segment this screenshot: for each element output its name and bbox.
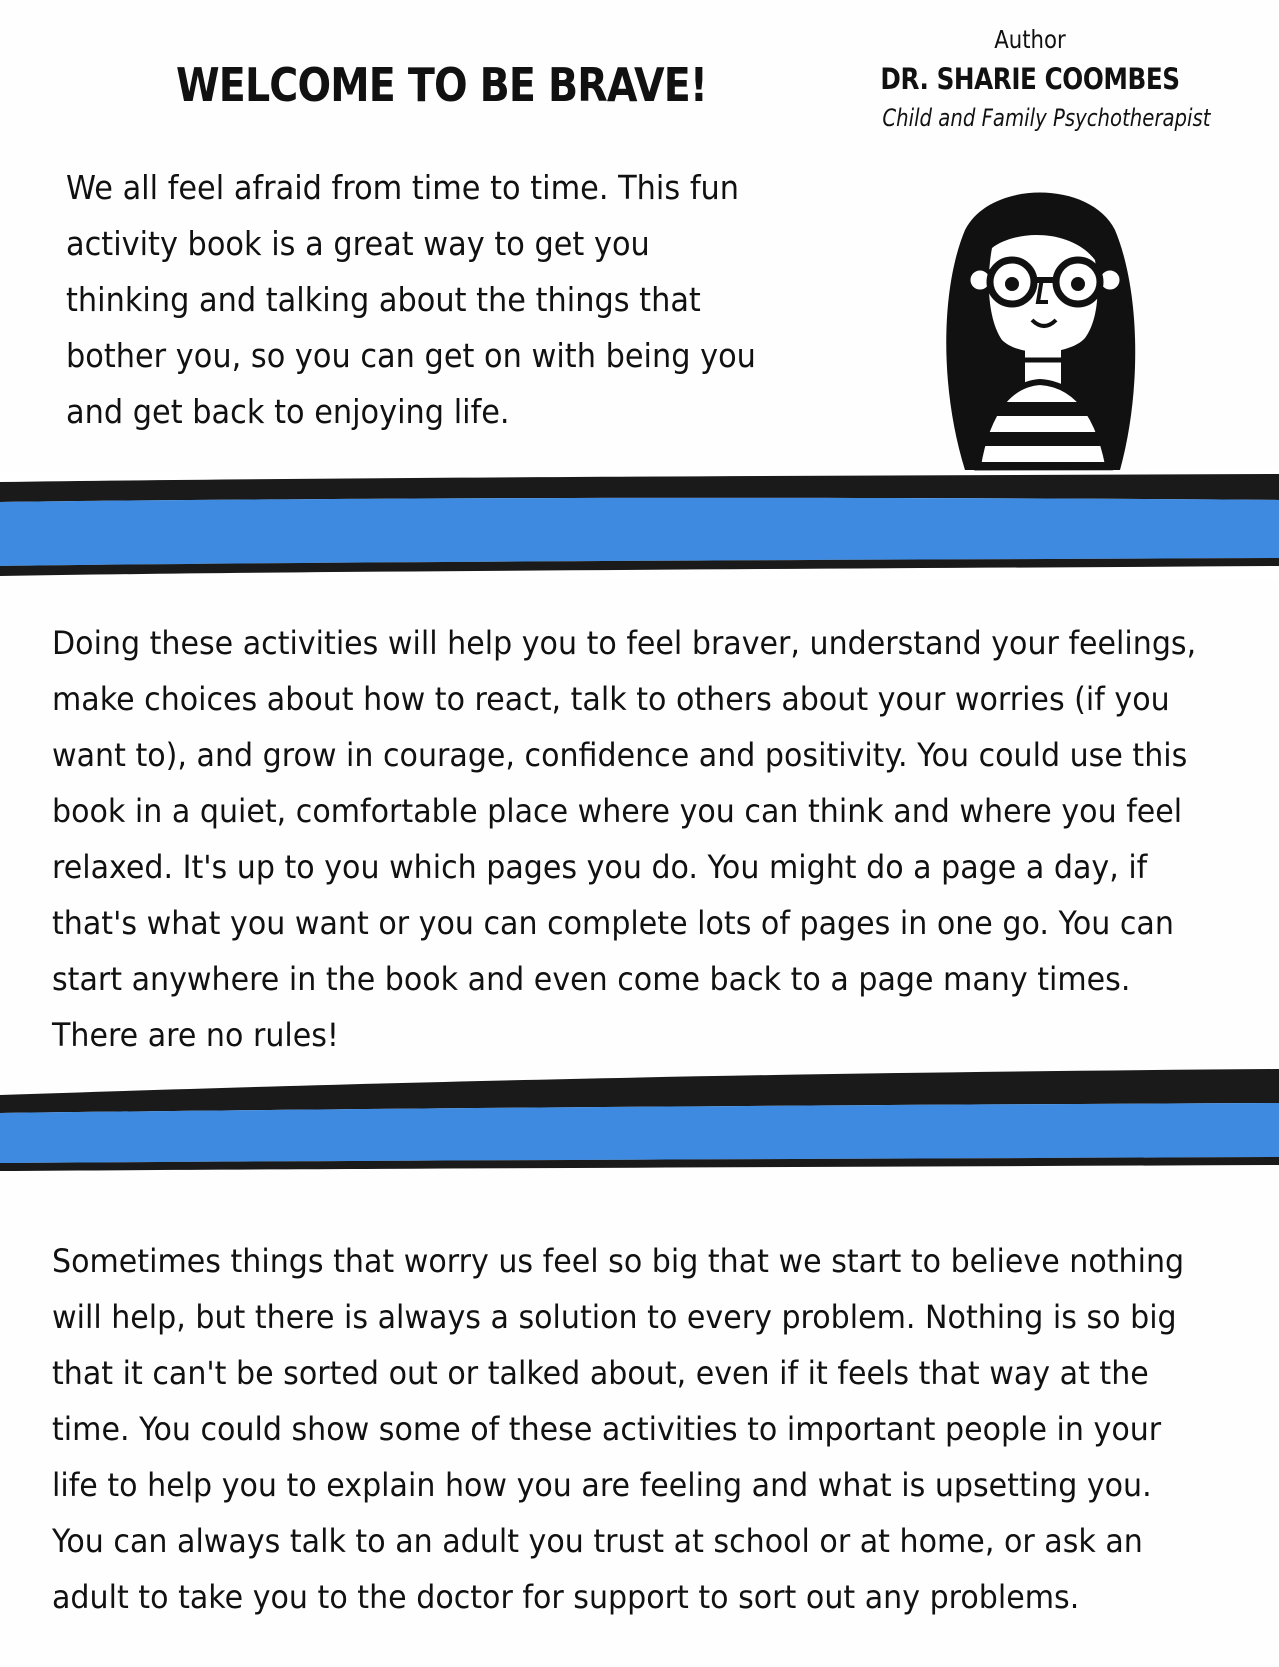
author-role: Child and Family Psychotherapist — [882, 104, 1211, 132]
body-paragraph: Doing these activities will help you to feel braver, understand your feelings, make choices about how to react, talk to others about your worries (if you want to), and grow in courage, confidence and positivity. You could use this book in a quiet, comfortable place where you can think and where you feel relaxed. It's up to you which pages you do. You might do a page a day, if that's what you want or you can complete lots of pages in one go. You can start anywhere in the book and even come back to a page many times. There are no rules! — [52, 624, 1197, 1054]
girl-with-glasses-illustration — [920, 170, 1160, 490]
author-label: Author — [994, 25, 1066, 54]
body-paragraph: Sometimes things that worry us feel so big that we start to believe nothing will help, but there is always a solution to every problem. Nothing is so big that it can't be sorted out or talked about, even if it feels that way at the time. You could show some of these activities to important people in your life to help you to explain how you are feeling and what is upsetting you. You can always talk to an adult you trust at school or at home, or ask an adult to take you to the doctor for support to sort out any problems. — [52, 1242, 1185, 1616]
intro-paragraph: We all feel afraid from time to time. This fun activity book is a great way to get you thinking and talking about the things that bother you, so you can get on with being you and get back to enjoying life. — [66, 168, 756, 431]
page-title: WELCOME TO BE BRAVE! — [176, 58, 708, 112]
author-name: DR. SHARIE COOMBES — [880, 62, 1180, 96]
divider-band — [0, 1065, 1279, 1175]
author-block — [850, 22, 1210, 136]
divider-band — [0, 470, 1279, 580]
